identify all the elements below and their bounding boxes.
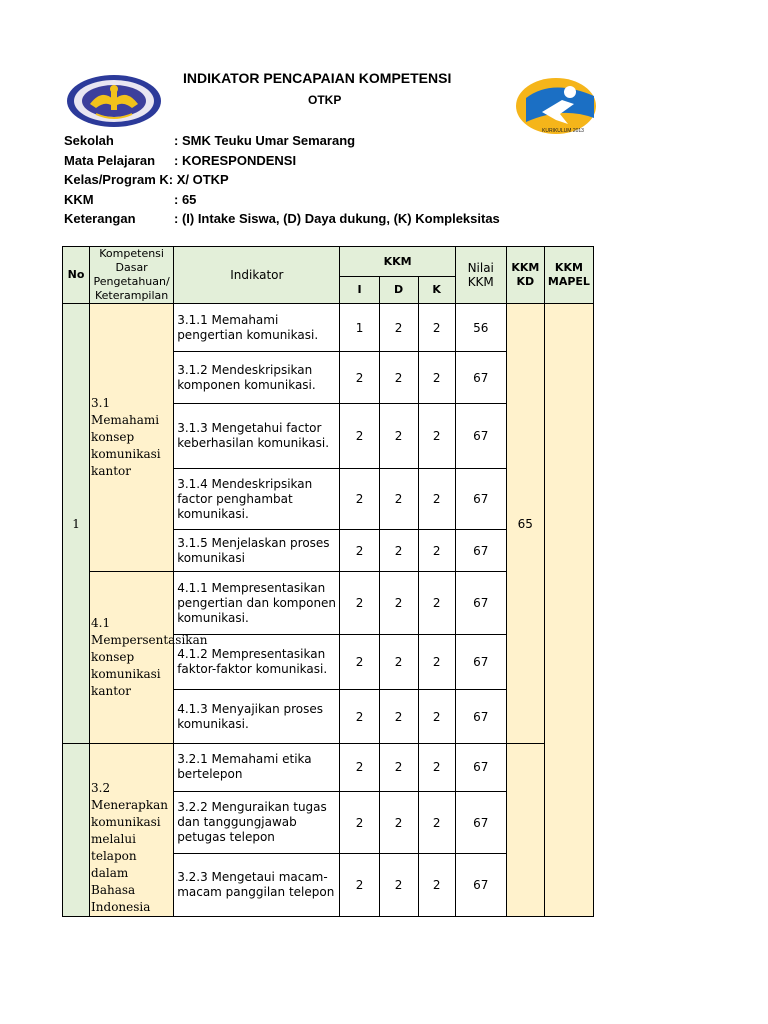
k-cell: 2: [418, 854, 455, 917]
indikator-cell: 3.2.1 Memahami etika bertelepon: [174, 744, 340, 792]
k-cell: 2: [418, 791, 455, 854]
i-cell: 2: [340, 690, 379, 744]
indikator-cell: 3.1.4 Mendeskripsikan factor penghambat komunikasi.: [174, 469, 340, 530]
indicator-table: [62, 246, 594, 917]
row-number: 1: [63, 304, 90, 744]
nilai-cell: 67: [455, 744, 506, 792]
d-cell: 2: [379, 744, 418, 792]
indicator-table-viewport: [62, 246, 594, 914]
k-cell: 2: [418, 530, 455, 572]
d-cell: 2: [379, 469, 418, 530]
info-value: : KORESPONDENSI: [174, 152, 297, 168]
d-cell: 2: [379, 635, 418, 690]
info-label: Sekolah: [64, 133, 114, 148]
indikator-cell: 3.1.1 Memahami pengertian komunikasi.: [174, 304, 340, 352]
k-cell: 2: [418, 690, 455, 744]
header-kd-line: Keterampilan: [94, 289, 169, 302]
nilai-cell: 67: [455, 791, 506, 854]
i-cell: 2: [340, 469, 379, 530]
header-i: I: [340, 277, 379, 304]
kkm-kd-cell: [506, 744, 544, 917]
i-cell: 2: [340, 854, 379, 917]
header-no: No: [63, 247, 90, 304]
nilai-cell: 67: [455, 690, 506, 744]
i-cell: 2: [340, 744, 379, 792]
nilai-cell: 67: [455, 572, 506, 635]
i-cell: 1: [340, 304, 379, 352]
kd-cell: 4.1 Mempersentasikan konsep komunikasi kantor: [90, 572, 174, 744]
info-value: X/ OTKP: [173, 172, 229, 187]
i-cell: 2: [340, 791, 379, 854]
indikator-cell: 3.1.3 Mengetahui factor keberhasilan komunikasi.: [174, 404, 340, 469]
k-cell: 2: [418, 404, 455, 469]
d-cell: 2: [379, 690, 418, 744]
nilai-cell: 67: [455, 469, 506, 530]
k-cell: 2: [418, 304, 455, 352]
header-k: K: [418, 277, 455, 304]
indikator-cell: 4.1.3 Menyajikan proses komunikasi.: [174, 690, 340, 744]
kd-cell: 3.2 Menerapkan komunikasi melalui telapon dalam Bahasa Indonesia: [90, 744, 174, 917]
i-cell: 2: [340, 352, 379, 404]
document-info: [64, 131, 500, 229]
info-row-kkm: [64, 190, 500, 210]
d-cell: 2: [379, 404, 418, 469]
k-cell: 2: [418, 572, 455, 635]
i-cell: 2: [340, 404, 379, 469]
header-kkmkd-line: KD: [516, 275, 535, 288]
k-cell: 2: [418, 744, 455, 792]
indikator-cell: 3.1.5 Menjelaskan proses komunikasi: [174, 530, 340, 572]
header-kd-line: Dasar: [115, 261, 148, 274]
info-label: Keterangan: [64, 211, 136, 226]
kd-cell: 3.1 Memahami konsep komunikasi kantor: [90, 304, 174, 572]
nilai-cell: 67: [455, 854, 506, 917]
k-cell: 2: [418, 635, 455, 690]
info-row-mapel: [64, 151, 500, 171]
nilai-cell: 67: [455, 635, 506, 690]
d-cell: 2: [379, 572, 418, 635]
header-mapel-line: MAPEL: [547, 275, 590, 288]
info-label: KKM: [64, 191, 94, 207]
header-nilai-kkm: [455, 247, 506, 304]
svg-text:KURIKULUM 2013: KURIKULUM 2013: [542, 128, 584, 134]
info-row-keterangan: [64, 209, 500, 229]
k-cell: 2: [418, 469, 455, 530]
d-cell: 2: [379, 352, 418, 404]
info-value: : 65: [174, 191, 197, 207]
header-kkm-mapel: [544, 247, 593, 304]
info-label: Mata Pelajaran: [64, 152, 156, 168]
header-kkm-kd: [506, 247, 544, 304]
indikator-cell: 4.1.1 Mempresentasikan pengertian dan komponen komunikasi.: [174, 572, 340, 635]
kurikulum-2013-logo: [512, 78, 596, 141]
document-subtitle: OTKP: [308, 93, 342, 107]
indikator-cell: 4.1.2 Mempresentasikan faktor-faktor komunikasi.: [174, 635, 340, 690]
info-value: : SMK Teuku Umar Semarang: [174, 133, 356, 148]
header-kkm: KKM: [340, 247, 455, 277]
header-d: D: [379, 277, 418, 304]
d-cell: 2: [379, 791, 418, 854]
k-cell: 2: [418, 352, 455, 404]
info-row-sekolah: [64, 131, 500, 151]
kkm-kd-cell: 65: [506, 304, 544, 744]
header-kkmkd-line: KKM: [511, 261, 540, 274]
nilai-cell: 67: [455, 404, 506, 469]
indikator-cell: 3.2.2 Menguraikan tugas dan tanggungjawab petugas telepon: [174, 791, 340, 854]
d-cell: 2: [379, 304, 418, 352]
header-kompetensi-dasar: [90, 247, 174, 304]
header-kd-line: Kompetensi: [99, 247, 164, 260]
header-nilai-line: Nilai: [467, 261, 494, 275]
indikator-cell: 3.2.3 Mengetaui macam-macam panggilan telepon: [174, 854, 340, 917]
table-row: [63, 744, 594, 792]
document-title: INDIKATOR PENCAPAIAN KOMPETENSI: [183, 70, 452, 86]
i-cell: 2: [340, 635, 379, 690]
info-label: Kelas/Program K:: [64, 172, 174, 187]
row-number: [63, 744, 90, 917]
kkm-mapel-cell: [544, 304, 593, 917]
table-row: [63, 304, 594, 352]
nilai-cell: 67: [455, 530, 506, 572]
info-value: : (I) Intake Siswa, (D) Daya dukung, (K) Kompleksitas: [174, 211, 500, 226]
d-cell: 2: [379, 530, 418, 572]
header-kd-line: Pengetahuan/: [93, 275, 170, 288]
header-indikator: Indikator: [174, 247, 340, 304]
i-cell: 2: [340, 530, 379, 572]
school-emblem-logo: [66, 74, 162, 133]
i-cell: 2: [340, 572, 379, 635]
header-nilai-line: KKM: [467, 275, 494, 289]
info-row-kelas: [64, 170, 500, 190]
header-mapel-line: KKM: [554, 261, 583, 274]
nilai-cell: 56: [455, 304, 506, 352]
indikator-cell: 3.1.2 Mendeskripsikan komponen komunikasi.: [174, 352, 340, 404]
table-header-row: [63, 247, 594, 277]
nilai-cell: 67: [455, 352, 506, 404]
d-cell: 2: [379, 854, 418, 917]
